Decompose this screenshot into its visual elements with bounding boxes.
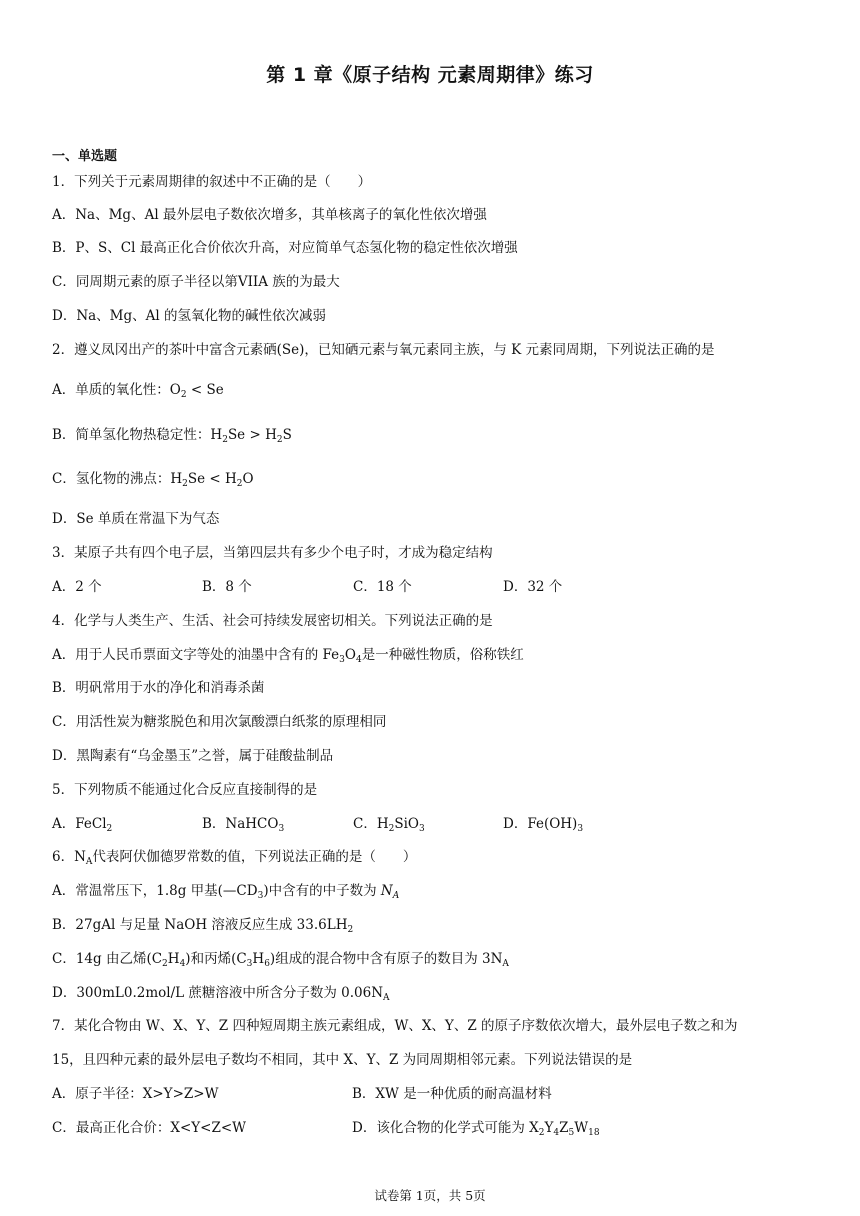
q6-option-c: C．14g 由乙烯$(C_2H_4)$和丙烯$(C_3H_6)$组成的混合物中含有原子的数目为 $3N_A$: [52, 951, 509, 969]
q5-option-b: B．NaHCO$_3$: [202, 816, 285, 834]
q6-option-d: D．300mL0.2mol/L 蔗糖溶液中所含分子数为 $0.06N_A$: [52, 985, 390, 1003]
page-title: 第 1 章《原子结构 元素周期律》练习: [266, 64, 594, 86]
q7-stem-line1: 7．某化合物由 W、X、Y、Z 四种短周期主族元素组成，W、X、Y、Z 的原子序数依次增大，最外层电子数之和为: [52, 1018, 738, 1034]
q1-stem: 1．下列关于元素周期律的叙述中不正确的是（ ）: [52, 174, 372, 190]
q3-option-b: B．8 个: [202, 579, 252, 595]
q3-option-d: D．32 个: [503, 579, 563, 595]
q7-option-d: D．该化合物的化学式可能为 $X_2Y_4Z_5W_{18}$: [352, 1120, 600, 1138]
q7-option-a: A．原子半径：X>Y>Z>W: [52, 1086, 219, 1102]
q3-stem: 3．某原子共有四个电子层，当第四层共有多少个电子时，才成为稳定结构: [52, 545, 493, 561]
q1-option-c: C．同周期元素的原子半径以第VIIA 族的为最大: [52, 274, 340, 290]
q6-option-a: A．常温常压下，1.8g 甲基$(—CD_3)$中含有的中子数为 $N_A$: [52, 883, 400, 901]
q5-option-c: C．$H_2SiO_3$: [353, 816, 425, 834]
q3-option-c: C．18 个: [353, 579, 412, 595]
q7-stem-line2: 15，且四种元素的最外层电子数均不相同，其中 X、Y、Z 为同周期相邻元素。下列说法错误的是: [52, 1052, 633, 1068]
q1-option-d: D．Na、Mg、Al 的氢氧化物的碱性依次减弱: [52, 308, 327, 324]
q4-option-b: B．明矾常用于水的净化和消毒杀菌: [52, 680, 265, 696]
q7-options-row2: [52, 1118, 600, 1143]
q7-options-row1: [52, 1084, 552, 1104]
q7-option-c: C．最高正化合价：X<Y<Z<W: [52, 1120, 247, 1136]
q3-options: [52, 577, 562, 597]
q2-option-c: C．氢化物的沸点：$H_2Se < H_2O$: [52, 471, 254, 489]
q4-option-c: C．用活性炭为糖浆脱色和用次氯酸漂白纸浆的原理相同: [52, 714, 387, 730]
q1-option-b: B．P、S、Cl 最高正化合价依次升高，对应简单气态氢化物的稳定性依次增强: [52, 240, 518, 256]
page-footer: 试卷第 1页，共 5页: [374, 1188, 486, 1203]
q5-options: [52, 814, 583, 839]
q6-stem: 6．$N_A$代表阿伏伽德罗常数的值，下列说法正确的是（ ）: [52, 849, 417, 867]
q7-option-b: B．XW 是一种优质的耐高温材料: [352, 1086, 552, 1102]
q1-option-a: A．Na、Mg、Al 最外层电子数依次增多，其单核离子的氧化性依次增强: [52, 207, 487, 223]
q2-option-a: A．单质的氧化性：$O_2 < Se$: [52, 382, 224, 400]
q4-stem: 4．化学与人类生产、生活、社会可持续发展密切相关。下列说法正确的是: [52, 613, 493, 629]
q6-option-b: B．27gAl 与足量 NaOH 溶液反应生成 $33.6LH_2$: [52, 917, 354, 935]
q5-stem: 5．下列物质不能通过化合反应直接制得的是: [52, 782, 318, 798]
q5-option-d: D．$Fe(OH)_3$: [503, 816, 584, 834]
q4-option-d: D．黑陶素有“乌金墨玉”之誉，属于硅酸盐制品: [52, 748, 334, 764]
q4-option-a: A．用于人民币票面文字等处的油墨中含有的 $Fe_3O_4$是一种磁性物质，俗称铁红: [52, 647, 524, 665]
q3-option-a: A．2 个: [52, 579, 102, 595]
q2-option-d: D．Se 单质在常温下为气态: [52, 511, 220, 527]
q5-option-a: A．FeCl$_2$: [52, 816, 113, 834]
q2-stem: 2．遵义凤冈出产的茶叶中富含元素硒(Se)，已知硒元素与氧元素同主族，与 K 元素同周期，下列说法正确的是: [52, 342, 715, 358]
q2-option-b: B．简单氢化物热稳定性：$H_2Se > H_2S$: [52, 427, 292, 445]
section-heading: 一、单选题: [52, 149, 118, 164]
